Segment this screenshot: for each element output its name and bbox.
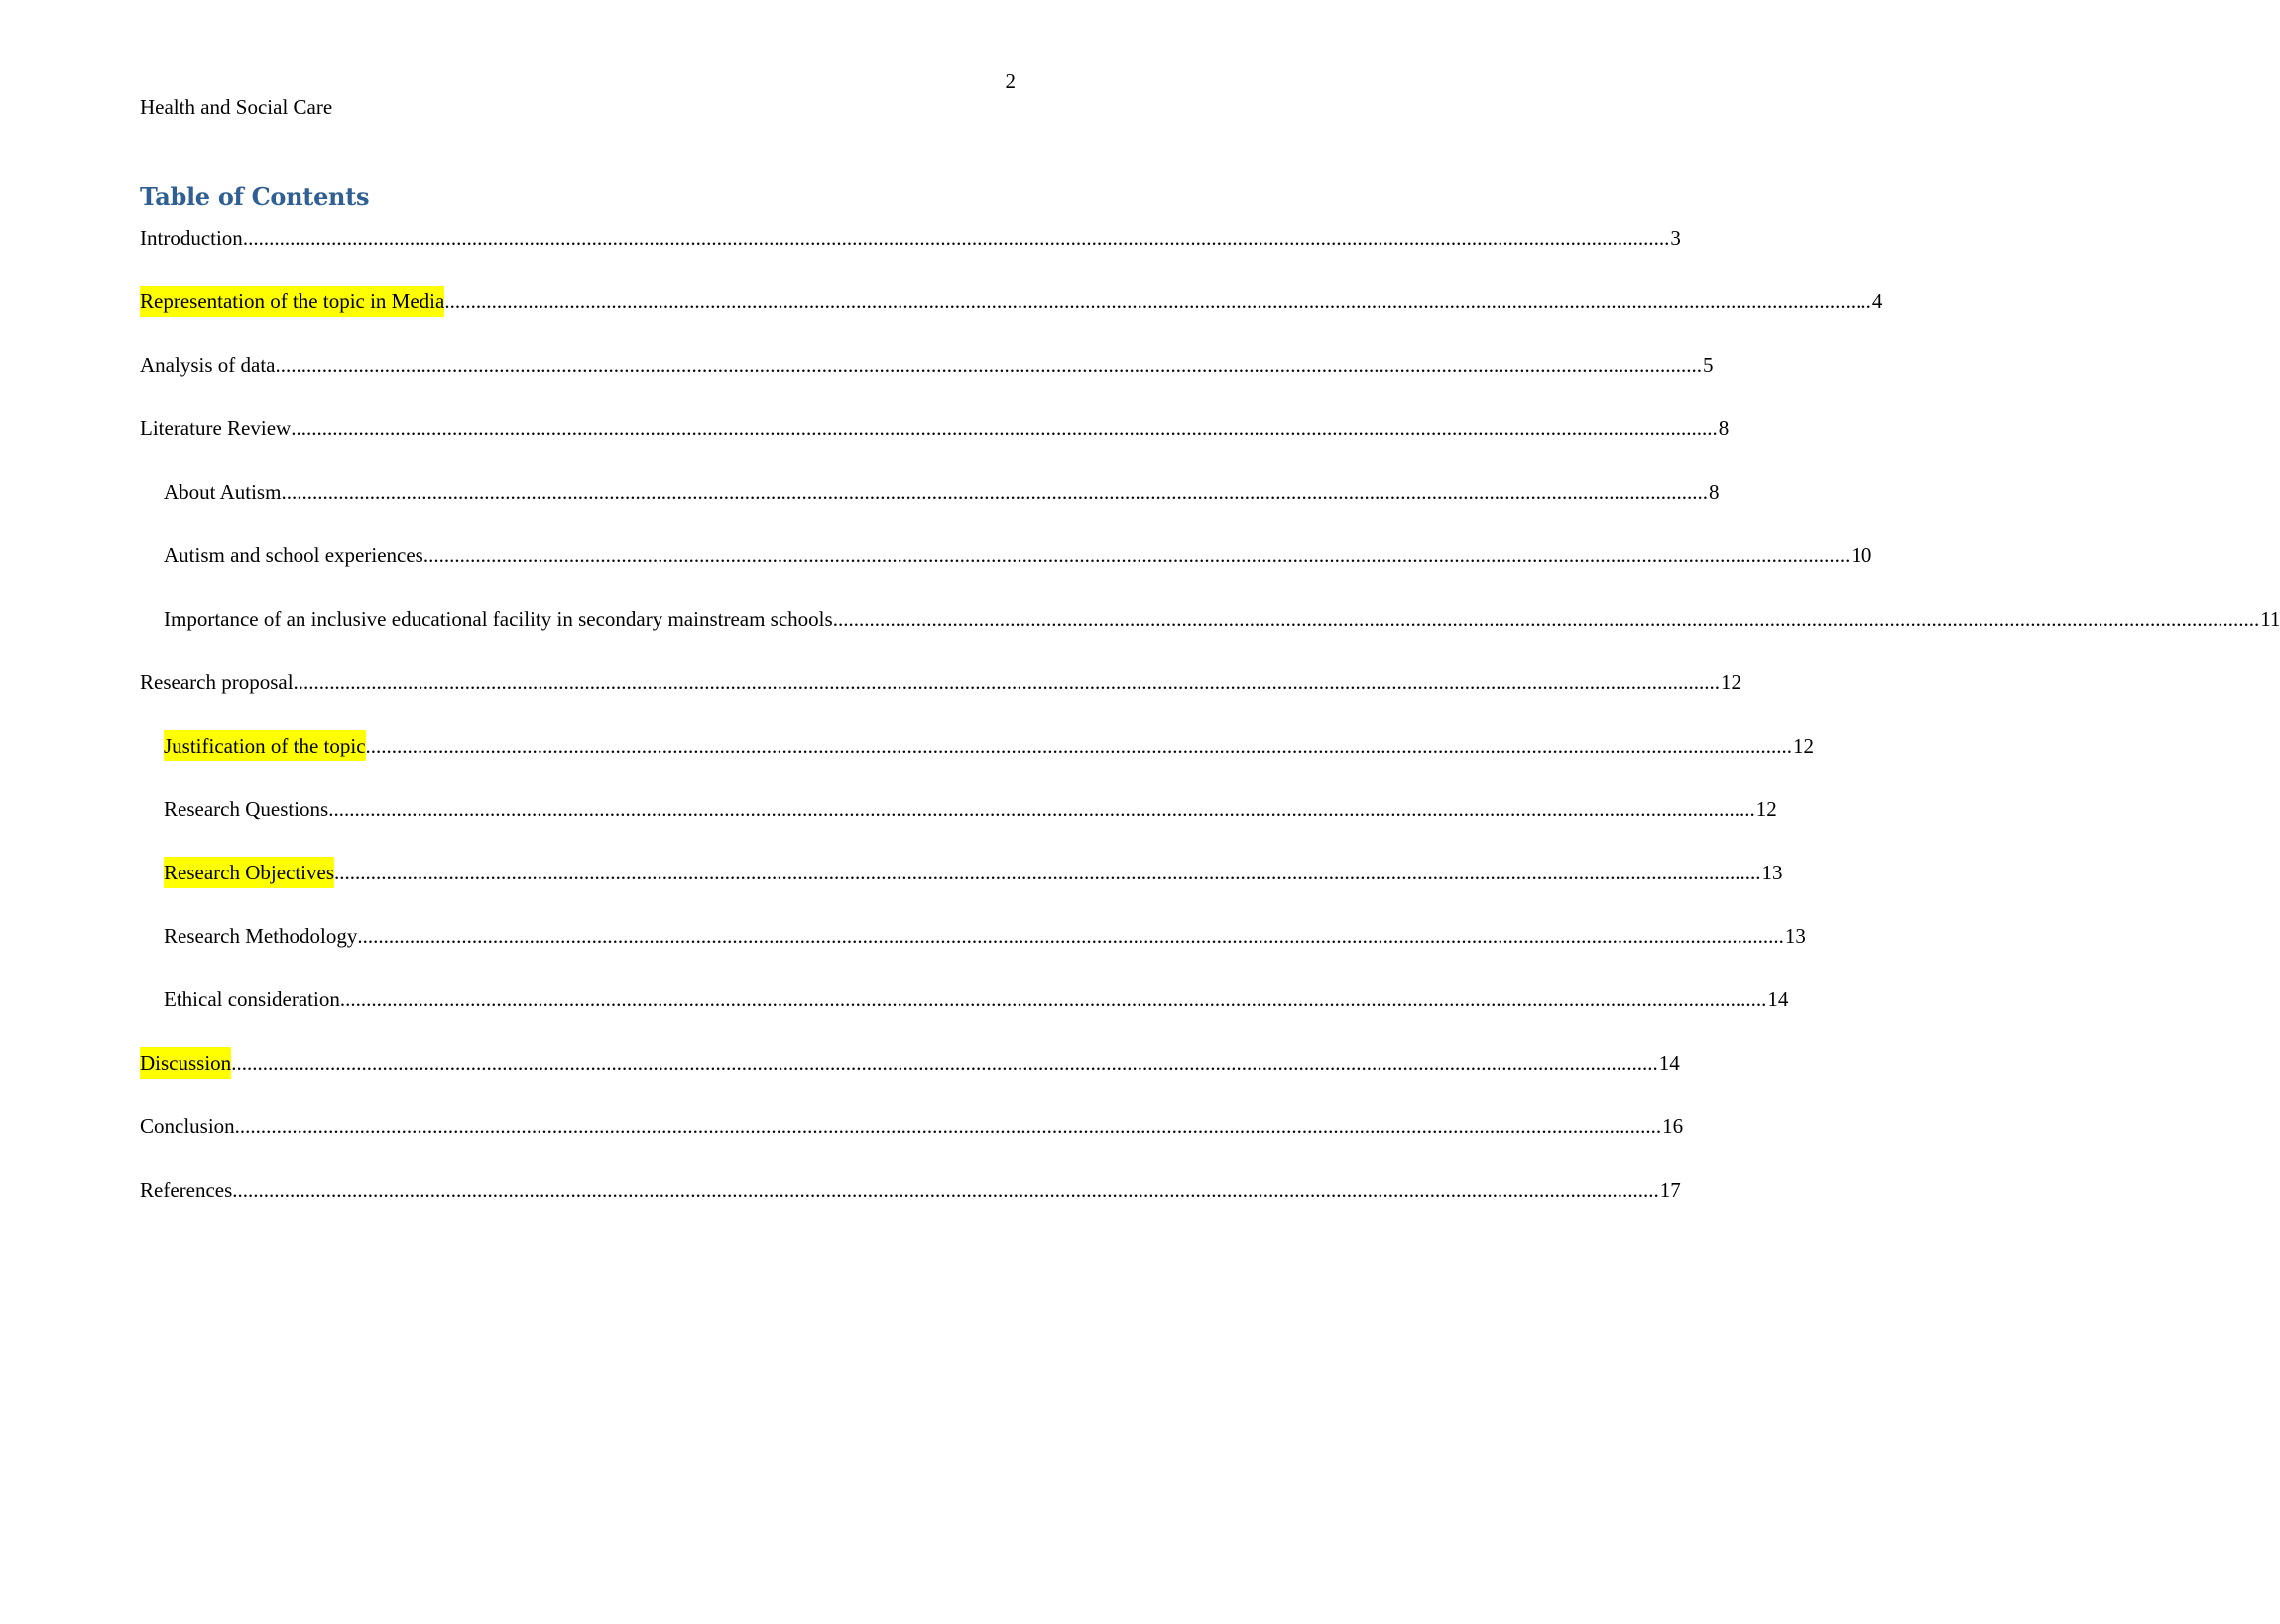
toc-entry-page: 3 <box>1670 226 1681 250</box>
toc-entry-page: 4 <box>1871 290 1883 313</box>
toc-entry-page: 11 <box>2260 607 2280 631</box>
toc-dot-leader: .................................................................................................................................................................................................................................................................................. <box>328 797 1755 821</box>
toc-entry-title: Autism and school experiences <box>164 543 423 567</box>
toc-entry[interactable] <box>140 539 1872 603</box>
toc-entry[interactable] <box>140 603 2280 666</box>
toc-entry[interactable] <box>140 1110 1684 1174</box>
toc-entry[interactable] <box>140 857 1783 920</box>
toc-entry[interactable] <box>140 412 1730 476</box>
toc-entry-page: 13 <box>1761 861 1783 884</box>
toc-dot-leader: .................................................................................................................................................................................................................................................................................. <box>232 1178 1659 1202</box>
toc-entry[interactable] <box>140 984 1789 1047</box>
toc-entry[interactable] <box>140 349 1714 412</box>
toc-entry-page: 16 <box>1662 1114 1684 1138</box>
toc-entry[interactable] <box>140 920 1806 984</box>
toc-dot-leader: .................................................................................................................................................................................................................................................................................. <box>231 1051 1658 1075</box>
toc-entry-title: Introduction <box>140 226 243 250</box>
toc-entry[interactable] <box>140 1047 1680 1110</box>
toc-entry-title: Research proposal <box>140 670 294 694</box>
toc-entry-page: 12 <box>1721 670 1742 694</box>
toc-entry-title: Research Questions <box>164 797 329 821</box>
toc-entry[interactable] <box>140 730 1815 793</box>
toc-dot-leader: .................................................................................................................................................................................................................................................................................. <box>281 480 1708 504</box>
toc-entry-title: References <box>140 1178 233 1202</box>
toc-entry-title: Research Methodology <box>164 924 358 948</box>
toc-entry-title: Ethical consideration <box>164 987 340 1011</box>
toc-dot-leader: .................................................................................................................................................................................................................................................................................. <box>339 987 1767 1011</box>
toc-entry-page: 5 <box>1702 353 1714 377</box>
toc-entry-page: 14 <box>1767 987 1789 1011</box>
toc-entry-title: Conclusion <box>140 1114 235 1138</box>
toc-dot-leader: .................................................................................................................................................................................................................................................................................. <box>357 924 1784 948</box>
running-head: Health and Social Care <box>140 95 333 119</box>
toc-entry-title: Representation of the topic in Media <box>140 286 444 317</box>
toc-entry-title: Literature Review <box>140 416 292 440</box>
toc-entry-page: 17 <box>1659 1178 1681 1202</box>
toc-dot-leader: .................................................................................................................................................................................................................................................................................. <box>334 861 1761 884</box>
toc-entry-title: Importance of an inclusive educational facility in secondary mainstream schools <box>164 607 833 631</box>
toc-entry-title: Justification of the topic <box>164 730 366 761</box>
toc-entry-title: About Autism <box>164 480 282 504</box>
toc-entry[interactable] <box>140 1174 1681 1237</box>
table-of-contents <box>140 222 2280 1237</box>
toc-entry-title: Analysis of data <box>140 353 276 377</box>
toc-entry[interactable] <box>140 793 1777 857</box>
toc-dot-leader: .................................................................................................................................................................................................................................................................................. <box>275 353 1702 377</box>
toc-entry[interactable] <box>140 476 1720 539</box>
toc-entry-page: 12 <box>1793 734 1815 757</box>
page-number: 2 <box>1005 69 1016 93</box>
toc-dot-leader: .................................................................................................................................................................................................................................................................................. <box>234 1114 1662 1138</box>
toc-entry-page: 8 <box>1718 416 1730 440</box>
toc-entry-page: 12 <box>1755 797 1777 821</box>
toc-dot-leader: .................................................................................................................................................................................................................................................................................. <box>293 670 1721 694</box>
toc-heading: Table of Contents <box>140 182 370 211</box>
toc-entry[interactable] <box>140 666 1742 730</box>
toc-entry-page: 13 <box>1784 924 1806 948</box>
toc-entry[interactable] <box>140 222 1681 286</box>
toc-dot-leader: .................................................................................................................................................................................................................................................................................. <box>242 226 1670 250</box>
toc-entry-title: Discussion <box>140 1047 231 1079</box>
toc-dot-leader: .................................................................................................................................................................................................................................................................................. <box>444 290 1871 313</box>
toc-dot-leader: .................................................................................................................................................................................................................................................................................. <box>832 607 2260 631</box>
toc-dot-leader: .................................................................................................................................................................................................................................................................................. <box>291 416 1718 440</box>
toc-entry[interactable] <box>140 286 1883 349</box>
toc-dot-leader: .................................................................................................................................................................................................................................................................................. <box>422 543 1851 567</box>
toc-entry-page: 10 <box>1851 543 1872 567</box>
toc-dot-leader: .................................................................................................................................................................................................................................................................................. <box>365 734 1793 757</box>
toc-entry-title: Research Objectives <box>164 857 334 888</box>
toc-entry-page: 14 <box>1658 1051 1680 1075</box>
toc-entry-page: 8 <box>1708 480 1720 504</box>
